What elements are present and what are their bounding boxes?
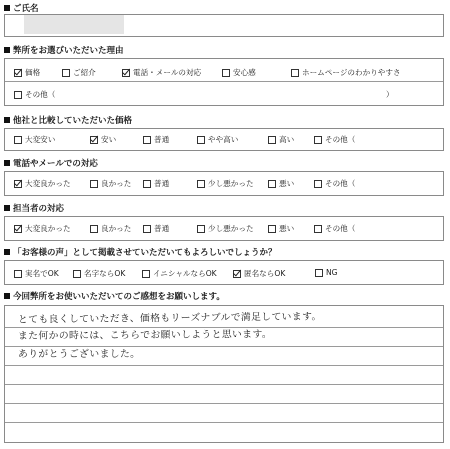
staff-option-normal[interactable]: 普通 [143, 223, 169, 234]
price-option-slightly-high[interactable]: やや高い [197, 134, 238, 145]
phone-option-slightly-bad[interactable]: 少し悪かった [197, 178, 254, 189]
bullet-square-icon [4, 117, 10, 123]
publish-option-real-name[interactable]: 実名でOK [14, 268, 59, 279]
handwritten-line-2: また何かの時には、こちらでお願いしようと思います。 [17, 329, 273, 342]
publish-box [4, 260, 444, 285]
checkbox-icon[interactable] [62, 69, 70, 77]
checkbox-icon[interactable] [14, 91, 22, 99]
checkbox-icon[interactable] [314, 180, 322, 188]
checkbox-icon[interactable] [142, 270, 150, 278]
checkbox-icon[interactable] [268, 136, 276, 144]
staff-option-slightly-bad[interactable]: 少し悪かった [197, 223, 254, 234]
price-option-normal[interactable]: 普通 [143, 134, 169, 145]
bullet-square-icon [4, 160, 10, 166]
checkbox-icon[interactable] [90, 225, 98, 233]
checkbox-icon[interactable] [73, 270, 81, 278]
reason-option-other[interactable]: その他（ [14, 89, 55, 100]
checkbox-icon[interactable] [14, 136, 22, 144]
publish-option-ng[interactable]: NG [315, 268, 338, 277]
staff-option-bad[interactable]: 悪い [268, 223, 294, 234]
handwritten-line-3: ありがとうございました。 [18, 349, 141, 360]
checkbox-checked-icon[interactable] [233, 270, 241, 278]
reason-option-reassurance[interactable]: 安心感 [222, 67, 256, 78]
checkbox-checked-icon[interactable] [14, 69, 22, 77]
reason-box [4, 58, 444, 106]
phone-option-normal[interactable]: 普通 [143, 178, 169, 189]
checkbox-icon[interactable] [268, 225, 276, 233]
checkbox-checked-icon[interactable] [14, 225, 22, 233]
publish-option-surname[interactable]: 名字ならOK [73, 268, 125, 279]
checkbox-icon[interactable] [314, 225, 322, 233]
checkbox-icon[interactable] [268, 180, 276, 188]
bullet-square-icon [4, 5, 10, 11]
phone-option-good[interactable]: 良かった [90, 178, 131, 189]
reason-other-close: ） [386, 90, 394, 99]
checkbox-icon[interactable] [197, 136, 205, 144]
price-option-high[interactable]: 高い [268, 134, 294, 145]
bullet-square-icon [4, 205, 10, 211]
phone-option-bad[interactable]: 悪い [268, 178, 294, 189]
phone-option-very-good[interactable]: 大変良かった [14, 178, 71, 189]
checkbox-icon[interactable] [222, 69, 230, 77]
checkbox-icon[interactable] [314, 136, 322, 144]
checkbox-icon[interactable] [143, 225, 151, 233]
ruled-line [5, 422, 443, 423]
phone-section-title: 電話やメールでの対応 [4, 157, 98, 169]
row-divider [5, 81, 443, 82]
bullet-square-icon [4, 293, 10, 299]
redacted-name [24, 15, 124, 34]
reason-option-price[interactable]: 価格 [14, 67, 40, 78]
ruled-line [5, 384, 443, 385]
price-section-title: 他社と比較していただいた価格 [4, 114, 132, 126]
staff-option-good[interactable]: 良かった [90, 223, 131, 234]
phone-option-other[interactable]: その他（ [314, 178, 355, 189]
staff-option-other[interactable]: その他（ [314, 223, 355, 234]
reason-option-website[interactable]: ホームページのわかりやすさ [291, 67, 401, 78]
ruled-line [5, 403, 443, 404]
checkbox-icon[interactable] [315, 269, 323, 277]
staff-option-very-good[interactable]: 大変良かった [14, 223, 71, 234]
checkbox-icon[interactable] [291, 69, 299, 77]
price-option-very-cheap[interactable]: 大変安い [14, 134, 55, 145]
checkbox-checked-icon[interactable] [14, 180, 22, 188]
checkbox-icon[interactable] [143, 180, 151, 188]
checkbox-icon[interactable] [143, 136, 151, 144]
name-section-title: ご氏名 [4, 2, 39, 14]
checkbox-checked-icon[interactable] [90, 136, 98, 144]
checkbox-icon[interactable] [197, 225, 205, 233]
price-option-other[interactable]: その他（ [314, 134, 355, 145]
reason-option-referral[interactable]: ご紹介 [62, 67, 96, 78]
price-option-cheap[interactable]: 安い [90, 134, 116, 145]
publish-section-title: 「お客様の声」として掲載させていただいてもよろしいでしょうか？ [4, 246, 277, 258]
bullet-square-icon [4, 47, 10, 53]
reason-section-title: 弊所をお選びいただいた理由 [4, 44, 124, 56]
publish-option-initials[interactable]: イニシャルならOK [142, 268, 217, 279]
ruled-line [5, 365, 443, 366]
impressions-section-title: 今回弊所をお使いいただいてのご感想をお願いします。 [4, 290, 225, 302]
staff-section-title: 担当者の対応 [4, 202, 64, 214]
handwritten-line-1: とても良くしていただき、価格もリーズナブルで満足しています。 [17, 311, 322, 326]
checkbox-icon[interactable] [90, 180, 98, 188]
checkbox-icon[interactable] [14, 270, 22, 278]
checkbox-checked-icon[interactable] [122, 69, 130, 77]
bullet-square-icon [4, 249, 10, 255]
publish-option-anonymous[interactable]: 匿名ならOK [233, 268, 285, 279]
reason-option-phone-mail[interactable]: 電話・メールの対応 [122, 67, 201, 78]
checkbox-icon[interactable] [197, 180, 205, 188]
